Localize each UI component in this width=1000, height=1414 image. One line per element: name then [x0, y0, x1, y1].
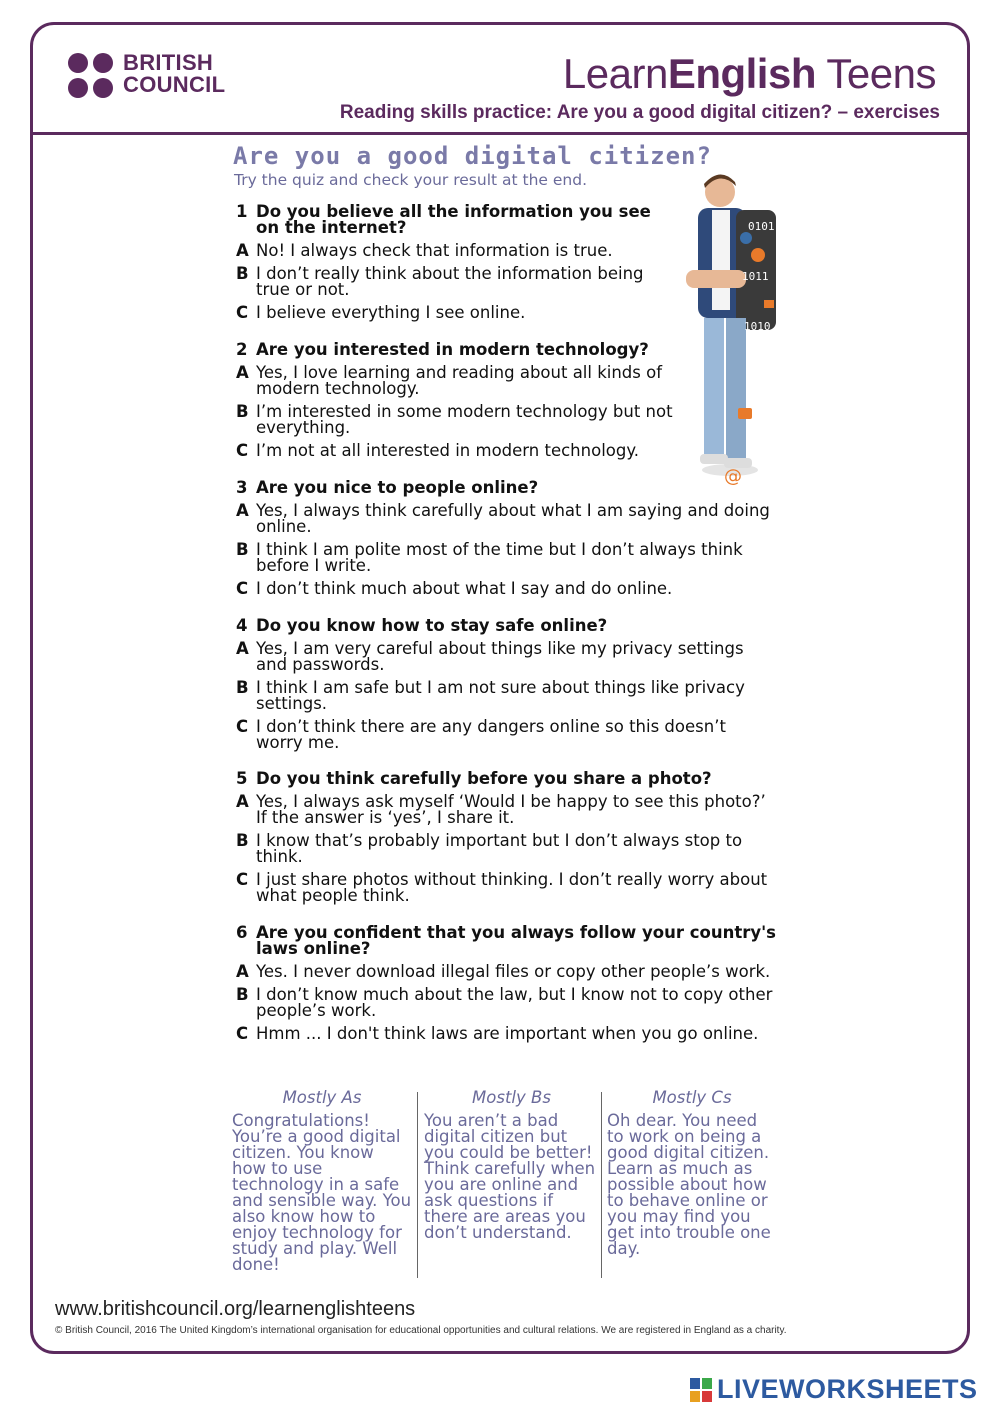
question-heading [236, 480, 776, 496]
page-title: Are you a good digital citizen? [233, 142, 712, 170]
answer-option-a [236, 964, 776, 980]
quiz-question-3 [236, 480, 776, 604]
option-text: I don’t think much about what I say and do online. [256, 579, 673, 598]
result-heading: Mostly As [282, 1088, 362, 1107]
question-text: Are you confident that you always follow your country's laws online? [256, 923, 776, 958]
option-text: I don’t know much about the law, but I know not to copy other people’s work. [256, 985, 773, 1020]
option-text: No! I always check that information is true. [256, 241, 613, 260]
option-letter: C [236, 303, 249, 322]
option-text: Hmm ... I don't think laws are important when you go online. [256, 1024, 759, 1043]
question-heading [236, 204, 676, 236]
answer-option-b [236, 404, 676, 436]
question-text: Are you interested in modern technology? [256, 340, 649, 359]
option-letter: B [236, 831, 249, 850]
answer-option-a [236, 503, 776, 535]
question-text: Are you nice to people online? [256, 478, 539, 497]
question-text: Do you know how to stay safe online? [256, 616, 608, 635]
option-text: I’m not at all interested in modern technology. [256, 441, 640, 460]
option-letter: A [236, 639, 249, 658]
question-number: 4 [236, 616, 248, 635]
logo-line-1: BRITISH [123, 50, 214, 75]
option-text: I just share photos without thinking. I don’t really worry about what people think. [256, 870, 768, 905]
result-text: Oh dear. You need to work on being a good digital citizen. Learn as much as possible about how to behave online or you may find you get into trouble one day. [607, 1111, 771, 1258]
results-section [232, 1088, 777, 1278]
quiz-question-4 [236, 618, 776, 758]
option-text: I’m interested in some modern technology but not everything. [256, 402, 673, 437]
student-illustration [680, 170, 780, 490]
liveworksheets-text: LIVEWORKSHEETS [717, 1374, 978, 1404]
question-heading [236, 925, 776, 957]
answer-option-c [236, 719, 776, 751]
question-number: 5 [236, 769, 248, 788]
column-divider [601, 1092, 602, 1278]
answer-option-b [236, 833, 776, 865]
option-text: I believe everything I see online. [256, 303, 526, 322]
option-text: I don’t think there are any dangers online so this doesn’t worry me. [256, 717, 726, 752]
option-letter: B [236, 985, 249, 1004]
option-letter: C [236, 579, 249, 598]
answer-option-c [236, 305, 676, 321]
answer-option-c [236, 581, 776, 597]
question-number: 3 [236, 478, 248, 497]
quiz-question-2 [236, 342, 676, 466]
option-letter: C [236, 1024, 249, 1043]
option-letter: C [236, 441, 249, 460]
option-text: Yes, I always ask myself ‘Would I be happy to see this photo?’ If the answer is ‘yes’, I share it. [256, 792, 766, 827]
page-subtitle: Reading skills practice: Are you a good digital citizen? – exercises [339, 102, 940, 123]
question-number: 6 [236, 923, 248, 942]
answer-option-a [236, 794, 776, 826]
option-letter: A [236, 363, 249, 382]
brand-english: English [667, 50, 816, 97]
question-text: Do you think carefully before you share a photo? [256, 769, 712, 788]
quiz-question-5 [236, 771, 776, 911]
svg-text:@: @ [724, 466, 742, 487]
logo-line-2: COUNCIL [123, 72, 226, 97]
intro-text: Try the quiz and check your result at the end. [234, 171, 588, 189]
result-column-b [424, 1088, 599, 1278]
option-text: Yes, I am very careful about things like my privacy settings and passwords. [256, 639, 744, 674]
answer-option-a [236, 243, 676, 259]
copyright-notice: © British Council, 2016 The United Kingdom’s international organisation for educational opportunities and cultural relations. We are registered in England as a charity. [55, 1325, 787, 1336]
question-heading [236, 342, 676, 358]
learnenglish-teens-brand [563, 50, 936, 98]
british-council-dots-icon [67, 52, 117, 100]
answer-option-c [236, 872, 776, 904]
result-text: Congratulations! You’re a good digital citizen. You know how to use technology in a safe and sensible way. You also know how to enjoy technology for study and play. Well done! [232, 1111, 412, 1274]
answer-option-b [236, 542, 776, 574]
option-letter: A [236, 962, 249, 981]
answer-option-c [236, 443, 676, 459]
option-text: Yes, I always think carefully about what I am saying and doing online. [256, 501, 770, 536]
footer-url-link[interactable]: www.britishcouncil.org/learnenglishteens [55, 1298, 416, 1320]
quiz-question-6 [236, 925, 776, 1049]
option-letter: C [236, 717, 249, 736]
question-number: 2 [236, 340, 248, 359]
option-letter: A [236, 241, 249, 260]
answer-option-b [236, 266, 676, 298]
option-letter: A [236, 792, 249, 811]
answer-option-a [236, 641, 776, 673]
answer-option-a [236, 365, 676, 397]
brand-learn: Learn [562, 50, 668, 97]
option-text: I think I am safe but I am not sure about things like privacy settings. [256, 678, 745, 713]
question-text: Do you believe all the information you see on the internet? [256, 202, 651, 237]
result-column-c [607, 1088, 777, 1278]
option-text: I don’t really think about the information being true or not. [256, 264, 644, 299]
result-heading: Mostly Cs [652, 1088, 732, 1107]
option-letter: A [236, 501, 249, 520]
answer-option-b [236, 987, 776, 1019]
option-letter: B [236, 540, 249, 559]
option-letter: B [236, 402, 249, 421]
option-text: Yes. I never download illegal files or copy other people’s work. [256, 962, 771, 981]
liveworksheets-watermark [690, 1374, 978, 1405]
option-text: I think I am polite most of the time but I don’t always think before I write. [256, 540, 743, 575]
result-heading: Mostly Bs [472, 1088, 551, 1107]
option-text: I know that’s probably important but I don’t always stop to think. [256, 831, 743, 866]
answer-option-c [236, 1026, 776, 1042]
option-text: Yes, I love learning and reading about all kinds of modern technology. [256, 363, 663, 398]
header-divider [32, 132, 969, 135]
answer-option-b [236, 680, 776, 712]
option-letter: B [236, 678, 249, 697]
option-letter: C [236, 870, 249, 889]
column-divider [417, 1092, 418, 1278]
quiz-question-1 [236, 204, 676, 328]
question-heading [236, 771, 776, 787]
option-letter: B [236, 264, 249, 283]
question-number: 1 [236, 202, 248, 221]
brand-teens: Teens [816, 50, 936, 97]
question-heading [236, 618, 776, 634]
result-text: You aren’t a bad digital citizen but you could be better! Think carefully when you are online and ask questions if there are areas you don’t understand. [424, 1111, 596, 1242]
liveworksheets-logo-icon [690, 1378, 712, 1402]
result-column-a [232, 1088, 412, 1278]
svg-text:0101: 0101 [748, 220, 775, 233]
svg-text:1010: 1010 [744, 320, 771, 333]
svg-text:1011: 1011 [742, 270, 769, 283]
